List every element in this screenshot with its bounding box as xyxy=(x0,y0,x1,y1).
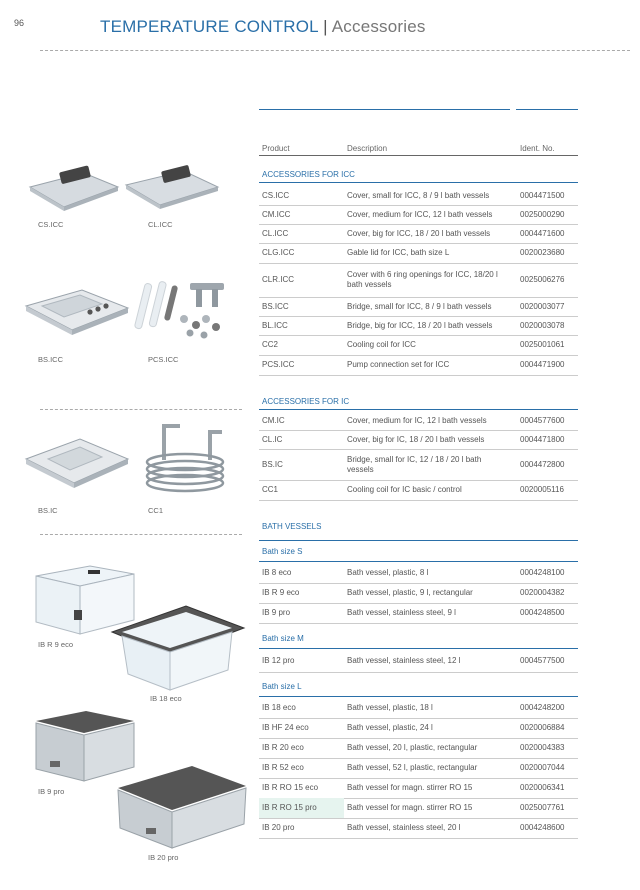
description-cell: Cooling coil for ICC xyxy=(347,340,416,349)
cc1-image xyxy=(130,420,230,500)
title-subtitle: Accessories xyxy=(331,17,426,36)
table-row xyxy=(259,355,578,376)
table-row xyxy=(259,758,578,779)
table-row xyxy=(259,718,578,739)
table-row xyxy=(259,698,578,719)
product-cell: IB R RO 15 pro xyxy=(259,798,344,818)
ident-cell: 0025000290 xyxy=(520,209,565,219)
ident-cell: 0025006276 xyxy=(520,275,565,284)
section-icc: ACCESSORIES FOR ICC xyxy=(262,170,355,179)
table-row xyxy=(259,263,578,298)
pcs-icc-image xyxy=(130,275,240,345)
product-cell: PCS.ICC xyxy=(262,360,295,369)
product-cell: IB 20 pro xyxy=(262,823,295,832)
section-icc-rule xyxy=(259,182,578,183)
ident-cell: 0004577500 xyxy=(520,656,565,665)
description-cell: Cover with 6 ring openings for ICC, 18/20 l bath vessels xyxy=(347,270,498,289)
ident-cell: 0004472800 xyxy=(520,459,565,469)
table-row xyxy=(259,563,578,584)
description-cell: Bath vessel for magn. stirrer RO 15 xyxy=(347,783,473,792)
table-row xyxy=(259,650,578,673)
ident-cell: 0004471800 xyxy=(520,434,565,444)
product-cell: IB 9 pro xyxy=(262,608,291,617)
product-cell: CC2 xyxy=(262,340,279,349)
product-cell: CC1 xyxy=(262,485,279,494)
table-row xyxy=(259,243,578,264)
product-cell: CM.ICC xyxy=(262,209,291,219)
description-cell: Bridge, small for IC, 12 / 18 / 20 l bath vessels xyxy=(347,454,482,474)
description-cell: Bath vessel, 20 l, plastic, rectangular xyxy=(347,743,478,752)
description-cell: Bath vessel, 52 l, plastic, rectangular xyxy=(347,763,478,772)
description-cell: Bath vessel, stainless steel, 20 l xyxy=(347,823,461,832)
table-row xyxy=(259,411,578,431)
section-size-l-rule xyxy=(259,696,578,697)
label-cc1: CC1 xyxy=(148,506,164,515)
description-cell: Bath vessel, plastic, 18 l xyxy=(347,703,433,712)
section-ic-rule xyxy=(259,409,578,410)
table-row xyxy=(259,818,578,839)
header-divider xyxy=(40,50,630,51)
ident-cell: 0020006341 xyxy=(520,783,565,792)
ident-cell: 0004248200 xyxy=(520,703,565,712)
top-rule-left xyxy=(259,109,510,110)
title-separator: | xyxy=(323,17,328,36)
label-pcs-icc: PCS.ICC xyxy=(148,355,179,364)
description-cell: Bath vessel, plastic, 8 l xyxy=(347,568,429,577)
table-row xyxy=(259,583,578,604)
header-rule xyxy=(259,155,578,156)
cs-icc-image xyxy=(22,155,122,215)
product-cell: IB R 52 eco xyxy=(262,763,304,772)
description-cell: Cover, medium for IC, 12 l bath vessels xyxy=(347,415,487,425)
section-size-m: Bath size M xyxy=(262,634,304,643)
col-description: Description xyxy=(347,144,388,153)
left-divider-2 xyxy=(40,534,242,535)
product-cell: IB R 20 eco xyxy=(262,743,304,752)
label-bs-icc: BS.ICC xyxy=(38,355,64,364)
description-cell: Bath vessel, plastic, 9 l, rectangular xyxy=(347,588,473,597)
label-cs-icc: CS.ICC xyxy=(38,220,64,229)
product-cell: CS.ICC xyxy=(262,190,290,200)
ident-cell: 0004577600 xyxy=(520,415,565,425)
label-ib-18-eco: IB 18 eco xyxy=(150,694,182,703)
label-ib-9-pro: IB 9 pro xyxy=(38,787,65,796)
ident-cell: 0020003077 xyxy=(520,301,565,311)
product-cell: IB 18 eco xyxy=(262,703,296,712)
description-cell: Cover, small for ICC, 8 / 9 l bath vessels xyxy=(347,190,490,200)
top-rule-right xyxy=(516,109,578,110)
ident-cell: 0020003078 xyxy=(520,320,565,330)
table-row xyxy=(259,205,578,225)
product-cell: BS.IC xyxy=(262,459,283,469)
ident-cell: 0004248600 xyxy=(520,823,565,832)
table-row xyxy=(259,186,578,206)
table-row xyxy=(259,335,578,356)
table-row xyxy=(259,738,578,759)
ident-cell: 0020004382 xyxy=(520,588,565,597)
description-cell: Bridge, small for ICC, 8 / 9 l bath vessels xyxy=(347,301,492,311)
page-title xyxy=(100,17,426,37)
ident-cell: 0020005116 xyxy=(520,485,564,494)
description-cell: Cover, medium for ICC, 12 l bath vessels xyxy=(347,209,493,219)
product-cell: IB HF 24 eco xyxy=(262,723,309,732)
section-bath: BATH VESSELS xyxy=(262,522,322,531)
section-size-s: Bath size S xyxy=(262,547,303,556)
description-cell: Cover, big for IC, 18 / 20 l bath vessels xyxy=(347,434,485,444)
ib-18-eco-image xyxy=(108,600,248,695)
bs-icc-image xyxy=(22,280,132,340)
description-cell: Bath vessel, stainless steel, 12 l xyxy=(347,656,461,665)
product-cell: IB 8 eco xyxy=(262,568,292,577)
product-cell: CL.ICC xyxy=(262,228,289,238)
table-row xyxy=(259,480,578,501)
product-cell: CM.IC xyxy=(262,415,285,425)
ident-cell: 0004471900 xyxy=(520,360,565,369)
col-product: Product xyxy=(262,144,290,153)
ident-cell: 0004471500 xyxy=(520,190,565,200)
table-row xyxy=(259,449,578,481)
product-cell: BS.ICC xyxy=(262,301,289,311)
description-cell: Gable lid for ICC, bath size L xyxy=(347,248,450,257)
section-ic: ACCESSORIES FOR IC xyxy=(262,397,350,406)
product-cell: BL.ICC xyxy=(262,320,288,330)
ident-cell: 0020006884 xyxy=(520,723,565,732)
table-row xyxy=(259,778,578,799)
ident-cell: 0020004383 xyxy=(520,743,565,752)
product-cell: IB R 9 eco xyxy=(262,588,300,597)
product-cell: IB 12 pro xyxy=(262,656,295,665)
table-row xyxy=(259,224,578,244)
description-cell: Bridge, big for ICC, 18 / 20 l bath vessels xyxy=(347,320,493,330)
ident-cell: 0004248100 xyxy=(520,568,565,577)
label-ib-r-9-eco: IB R 9 eco xyxy=(38,640,74,649)
ident-cell: 0004471600 xyxy=(520,228,565,238)
table-row xyxy=(259,430,578,450)
section-bath-rule xyxy=(259,540,578,541)
bs-ic-image xyxy=(22,425,132,495)
product-cell: CL.IC xyxy=(262,434,283,444)
label-cl-icc: CL.ICC xyxy=(148,220,173,229)
table-row xyxy=(259,297,578,317)
section-size-s-rule xyxy=(259,561,578,562)
label-bs-ic: BS.IC xyxy=(38,506,58,515)
section-size-m-rule xyxy=(259,648,578,649)
left-divider-1 xyxy=(40,409,242,410)
ident-cell: 0020023680 xyxy=(520,248,565,257)
table-row xyxy=(259,316,578,336)
description-cell: Bath vessel, stainless steel, 9 l xyxy=(347,608,456,617)
page-number: 96 xyxy=(14,18,25,28)
product-cell: CLR.ICC xyxy=(262,275,295,284)
title-main: TEMPERATURE CONTROL xyxy=(100,17,319,36)
ident-cell: 0020007044 xyxy=(520,763,565,772)
table-row xyxy=(259,603,578,624)
ib-20-pro-image xyxy=(112,762,252,852)
product-cell: IB R RO 15 eco xyxy=(262,783,319,792)
cl-icc-image xyxy=(120,155,220,215)
description-cell: Cooling coil for IC basic / control xyxy=(347,485,462,494)
ident-cell: 0004248500 xyxy=(520,608,565,617)
ident-cell: 0025007761 xyxy=(520,803,565,812)
section-size-l: Bath size L xyxy=(262,682,302,691)
description-cell: Bath vessel for magn. stirrer RO 15 xyxy=(347,803,473,812)
table-row xyxy=(259,798,578,819)
description-cell: Pump connection set for ICC xyxy=(347,360,450,369)
label-ib-20-pro: IB 20 pro xyxy=(148,853,179,862)
product-cell: CLG.ICC xyxy=(262,248,295,257)
description-cell: Bath vessel, plastic, 24 l xyxy=(347,723,433,732)
col-ident: Ident. No. xyxy=(520,144,555,153)
ident-cell: 0025001061 xyxy=(520,340,565,349)
description-cell: Cover, big for ICC, 18 / 20 l bath vessels xyxy=(347,228,491,238)
